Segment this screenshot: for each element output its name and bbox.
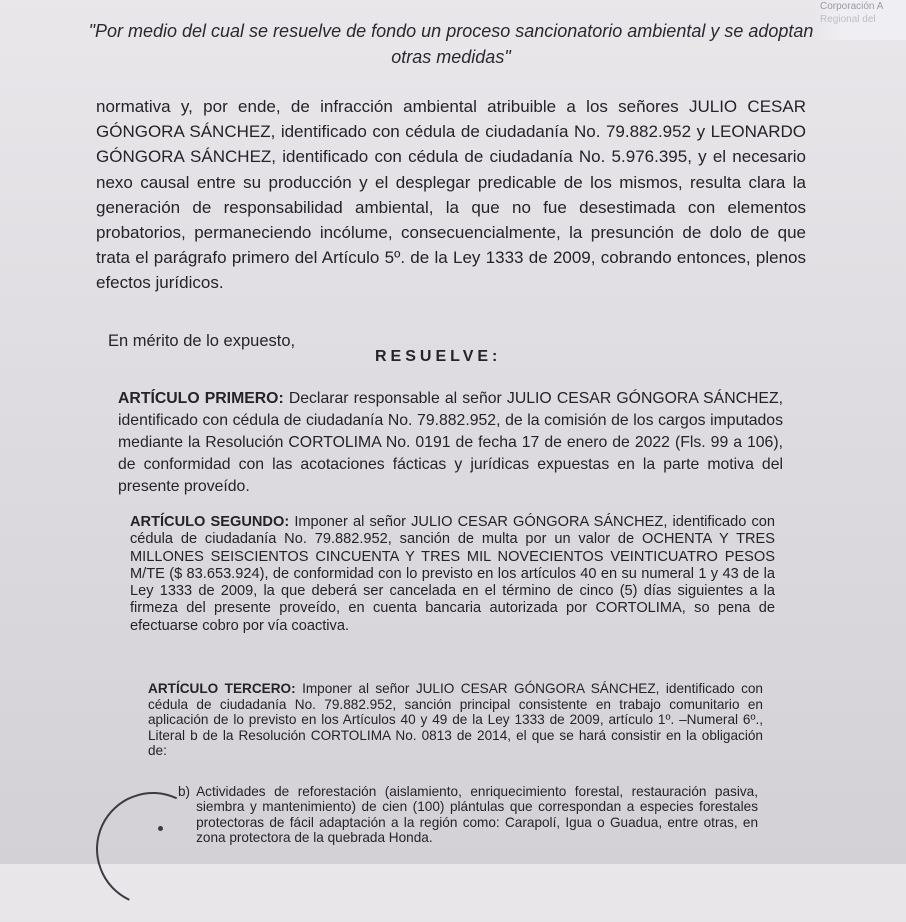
resuelve-heading: RESUELVE: — [375, 348, 502, 365]
body-paragraph: normativa y, por ende, de infracción ambiental atribuible a los señores JULIO CESAR GÓNGORA SÁNCHEZ, identificado con cédula de ciudadanía No. 79.882.952 y LEONARDO GÓNGORA SÁNCHEZ, identificado con cédula de ciudadanía No. 5.976.395, y el necesario nexo causal entre su producción y el desplegar predicable de los mismos, resulta clara la generación de responsabilidad ambiental, la que no fue desestimada con elementos probatorios, permaneciendo incólume, consecuencialmente, la presunción de dolo de que trata el parágrafo primero del Artículo 5º. de la Ley 1333 de 2009, cobrando entonces, plenos efectos jurídicos. — [96, 97, 806, 293]
article-primero-heading: ARTÍCULO PRIMERO: — [118, 390, 284, 407]
article-tercero-text: Imponer al señor JULIO CESAR GÓNGORA SÁNCHEZ, identificado con cédula de ciudadanía No. 79.882.952, sanción principal consistente en trabajo comunitario en aplicación de lo previsto en los Artículos 40 y 49 de la Ley 1333 de 2009, artículo 1º. –Numeral 6º., Literal b de la Resolución CORTOLIMA No. 0813 de 2014, el que se hará consistir en la obligación de: — [148, 681, 763, 759]
article-tercero — [148, 681, 763, 759]
list-item-b-marker: b) — [178, 784, 191, 799]
article-segundo — [130, 514, 775, 635]
corner-line-2: Regional del — [820, 14, 876, 25]
list-item-b-text: Actividades de reforestación (aislamiento, enriquecimiento forestal, restauración pasiva, siembra y mantenimiento) de cien (100) plántulas que correspondan a especies forestales protectoras de fácil adaptación a la región como: Carapolí, Igua o Guadua, entre otras, en zona protectora de la quebrada Honda. — [196, 784, 758, 846]
corner-line-1: Corporación A — [820, 1, 884, 12]
corner-letterhead — [814, 0, 906, 40]
article-segundo-heading: ARTÍCULO SEGUNDO: — [130, 514, 290, 530]
article-primero-text: Declarar responsable al señor JULIO CESAR GÓNGORA SÁNCHEZ, identificado con cédula de ciudadanía No. 79.882.952, de la comisión de los cargos imputados mediante la Resolución CORTOLIMA No. 0191 de fecha 17 de enero de 2022 (Fls. 99 a 106), de conformidad con las acotaciones fácticas y jurídicas expuestas en la parte motiva del presente proveído. — [118, 390, 783, 495]
article-primero — [118, 388, 783, 498]
handwritten-dot-mark — [158, 826, 163, 831]
list-item-b — [178, 784, 758, 846]
document-header: "Por medio del cual se resuelve de fondo un proceso sancionatorio ambiental y se adoptan otras medidas" — [88, 21, 814, 67]
article-tercero-heading: ARTÍCULO TERCERO: — [148, 681, 296, 696]
merito-line: En mérito de lo expuesto, — [108, 332, 296, 350]
article-segundo-text: Imponer al señor JULIO CESAR GÓNGORA SÁNCHEZ, identificado con cédula de ciudadanía No. 79.882.952, sanción de multa por un valor de OCHENTA Y TRES MILLONES SEISCIENTOS CINCUENTA Y TRES MIL NOVECIENTOS VEINTICUATRO PESOS M/TE ($ 83.653.924), de conformidad con lo previsto en los artículos 40 en su numeral 1 y 43 de la Ley 1333 de 2009, la que deberá ser cancelada en el término de cinco (5) días siguientes a la firmeza del presente proveído, en cuenta bancaria autorizada por CORTOLIMA, so pena de efectuarse cobro por vía coactiva. — [130, 514, 775, 634]
